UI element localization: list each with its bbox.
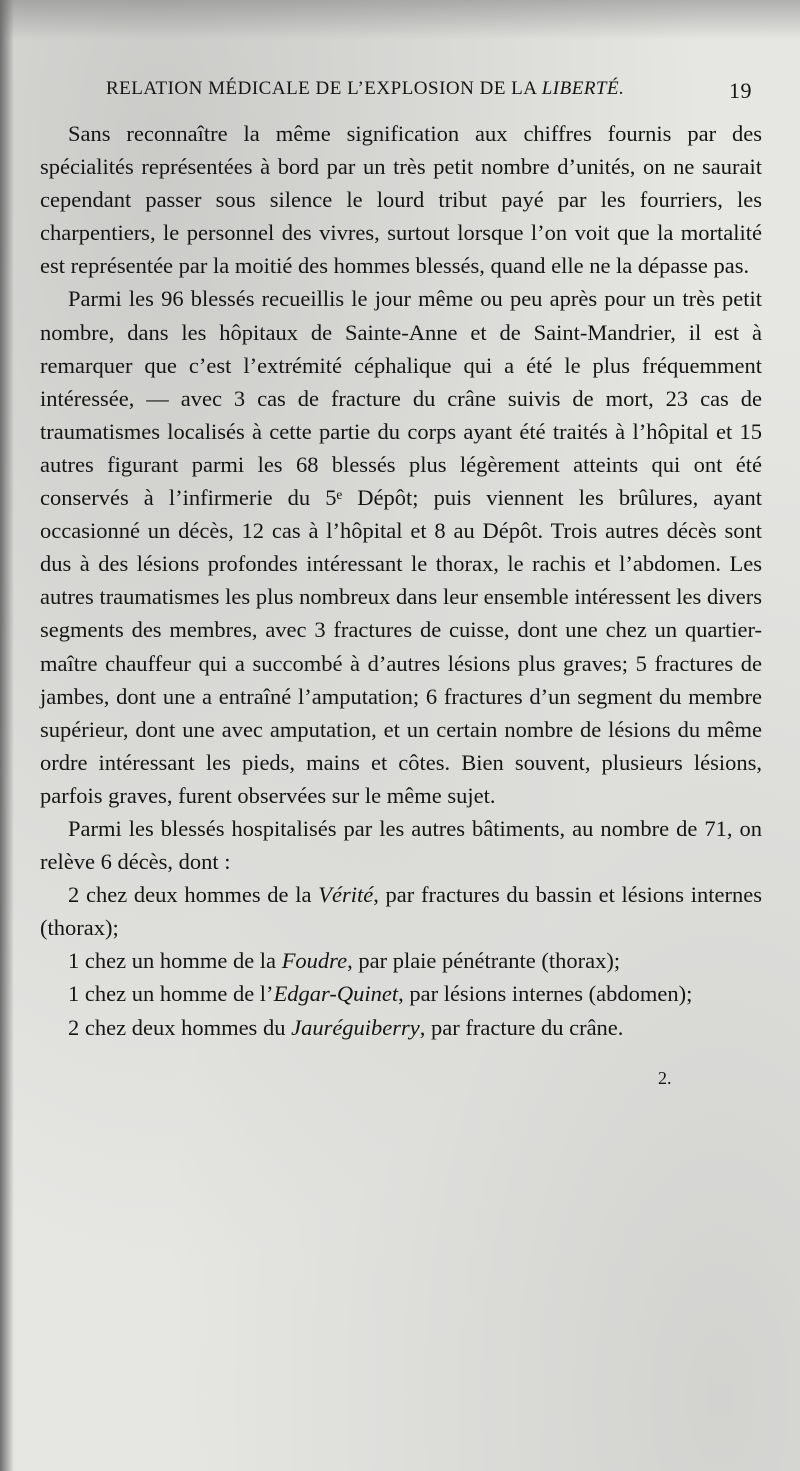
list-item-jaureguiberry	[40, 1011, 762, 1044]
paragraph-3: Parmi les blessés hospitalisés par les autres bâtiments, au nombre de 71, on relève 6 décès, dont :	[40, 815, 762, 875]
running-title	[106, 78, 624, 100]
body-text	[40, 117, 762, 1044]
page-number: 19	[729, 78, 752, 103]
paragraph-1: Sans reconnaître la même signification aux chiffres fournis par des spécialités représentées à bord par un très petit nombre d’unités, on ne saurait cependant passer sous silence le lourd tribut payé par les fourriers, les charpentiers, le personnel des vivres, surtout lorsque l’on voit que la mortalité est représentée par la moitié des hommes blessés, quand elle ne la dépasse pas.	[40, 121, 762, 279]
list-item-edgar-quinet	[40, 977, 762, 1010]
list-item-text: , par plaie pénétrante (thorax);	[347, 948, 621, 974]
list-item-text: 2 chez deux hommes du	[68, 1014, 292, 1040]
running-title-italic: LIBERTÉ.	[541, 78, 625, 99]
running-header	[40, 78, 760, 108]
list-item-text: , par fracture du crâne.	[419, 1014, 624, 1040]
ship-name: Jauréguiberry	[291, 1014, 420, 1040]
scan-top-shadow	[0, 0, 800, 40]
list-item-text: 1 chez un homme de la	[68, 948, 282, 974]
list-item-text: 2 chez deux hommes de la	[68, 882, 319, 908]
list-item-foudre	[40, 944, 762, 977]
ship-name: Vérité	[318, 882, 374, 908]
signature-mark: 2.	[658, 1068, 672, 1088]
running-title-roman: RELATION MÉDICALE DE L’EXPLOSION DE LA	[106, 78, 542, 99]
ship-name: Foudre	[281, 948, 348, 974]
list-item-text: , par lésions internes (abdomen);	[398, 981, 693, 1007]
paragraph-2: Parmi les 96 blessés recueillis le jour même ou peu après pour un très petit nombre, dans les hôpitaux de Sainte-Anne et de Saint-Mandrier, il est à remarquer que c’est l’extrémité céphalique qui a été le plus fréquemment intéressée, — avec 3 cas de fracture du crâne suivis de mort, 23 cas de traumatismes localisés à cette partie du corps ayant été traités à l’hôpital et 15 autres figurant parmi les 68 blessés plus légèrement atteints qui ont été conservés à l’infirmerie du 5ᵉ Dépôt; puis viennent les brûlures, ayant occasionné un décès, 12 cas à l’hôpital et 8 au Dépôt. Trois autres décès sont dus à des lésions profondes intéressant le thorax, le rachis et l’abdomen. Les autres traumatismes les plus nombreux dans leur ensemble intéressent les divers segments des membres, avec 3 fractures de cuisse, dont une chez un quartier-maître chauffeur qui a succombé à d’autres lésions plus graves; 5 fractures de jambes, dont une a entraîné l’amputation; 6 fractures d’un segment du membre supérieur, dont une avec amputation, et un certain nombre de lésions du même ordre intéressant les pieds, mains et côtes. Bien souvent, plusieurs lésions, parfois graves, furent observées sur le même sujet.	[40, 286, 762, 808]
list-item-verite	[40, 878, 762, 944]
list-item-text: , par fractures du bassin et lésions internes (thorax);	[40, 882, 763, 941]
list-item-text: 1 chez un homme de l’	[68, 981, 274, 1007]
scan-edge-shadow	[0, 0, 14, 1471]
ship-name: Edgar-Quinet	[273, 981, 399, 1007]
